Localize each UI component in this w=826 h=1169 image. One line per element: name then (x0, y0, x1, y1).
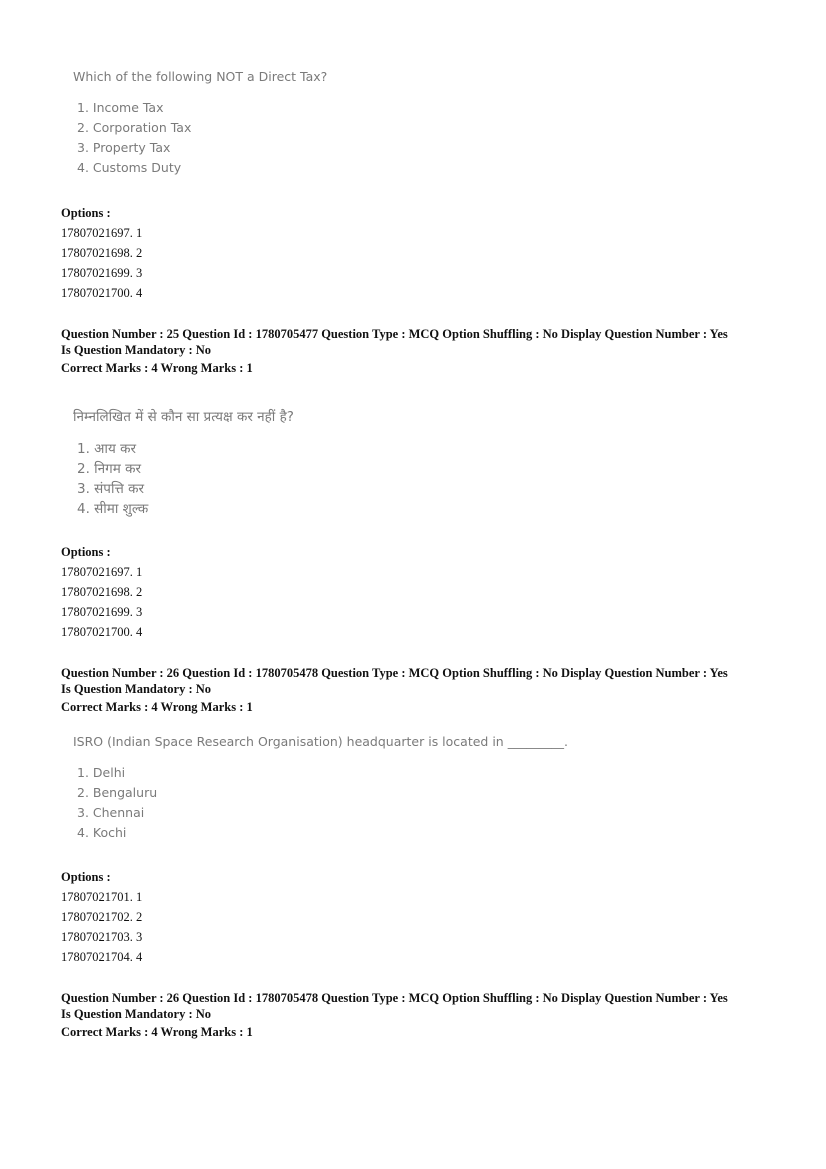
question-image-2 (73, 407, 294, 519)
question-mandatory: Is Question Mandatory : No (61, 343, 212, 357)
choice-item: 3. संपत्ति कर (77, 481, 144, 497)
option-id: 17807021697. 1 (61, 226, 143, 240)
option-id: 17807021700. 4 (61, 625, 143, 639)
option-id: 17807021699. 3 (61, 266, 143, 280)
option-id: 17807021704. 4 (61, 950, 143, 964)
question-meta-2 (61, 665, 781, 715)
question-text: Which of the following NOT a Direct Tax? (73, 69, 328, 84)
choice-item: 1. Delhi (77, 765, 126, 780)
options-label: Options : (61, 545, 111, 559)
question-image-3 (73, 734, 568, 843)
option-id: 17807021703. 3 (61, 930, 143, 944)
question-meta-3 (61, 990, 781, 1040)
choice-item: 3. Property Tax (77, 140, 171, 155)
choice-item: 2. Bengaluru (77, 785, 158, 800)
option-id: 17807021698. 2 (61, 585, 143, 599)
question-meta-line: Question Number : 26 Question Id : 1780705478 Question Type : MCQ Option Shuffling : No Display Question Number : Yes (61, 991, 728, 1005)
question-meta-line: Question Number : 25 Question Id : 1780705477 Question Type : MCQ Option Shuffling : No Display Question Number : Yes (61, 327, 728, 341)
question-mandatory: Is Question Mandatory : No (61, 1007, 212, 1021)
options-section-2 (61, 542, 142, 642)
choice-list (73, 439, 294, 519)
option-id-list (61, 223, 142, 303)
option-id: 17807021701. 1 (61, 890, 143, 904)
question-mandatory: Is Question Mandatory : No (61, 682, 212, 696)
question-marks: Correct Marks : 4 Wrong Marks : 1 (61, 361, 253, 375)
options-section-1 (61, 203, 142, 303)
option-id: 17807021700. 4 (61, 286, 143, 300)
options-section-3 (61, 867, 142, 967)
option-id: 17807021699. 3 (61, 605, 143, 619)
choice-item: 4. Kochi (77, 825, 127, 840)
choice-list (73, 763, 568, 843)
choice-item: 4. Customs Duty (77, 160, 182, 175)
question-marks: Correct Marks : 4 Wrong Marks : 1 (61, 700, 253, 714)
option-id: 17807021698. 2 (61, 246, 143, 260)
choice-item: 1. Income Tax (77, 100, 164, 115)
choice-item: 1. आय कर (77, 441, 136, 457)
choice-list (73, 98, 327, 178)
choice-item: 2. निगम कर (77, 461, 142, 477)
question-meta-1 (61, 326, 781, 376)
question-marks: Correct Marks : 4 Wrong Marks : 1 (61, 1025, 253, 1039)
option-id-list (61, 562, 142, 642)
choice-item: 4. सीमा शुल्क (77, 501, 149, 517)
options-label: Options : (61, 206, 111, 220)
option-id: 17807021702. 2 (61, 910, 143, 924)
question-text: निम्नलिखित में से कौन सा प्रत्यक्ष कर नहीं है? (73, 409, 294, 425)
option-id: 17807021697. 1 (61, 565, 143, 579)
option-id-list (61, 887, 142, 967)
choice-item: 3. Chennai (77, 805, 145, 820)
choice-item: 2. Corporation Tax (77, 120, 192, 135)
options-label: Options : (61, 870, 111, 884)
question-text: ISRO (Indian Space Research Organisation) headquarter is located in _________. (73, 734, 568, 749)
question-image-1 (73, 69, 327, 178)
question-meta-line: Question Number : 26 Question Id : 1780705478 Question Type : MCQ Option Shuffling : No Display Question Number : Yes (61, 666, 728, 680)
